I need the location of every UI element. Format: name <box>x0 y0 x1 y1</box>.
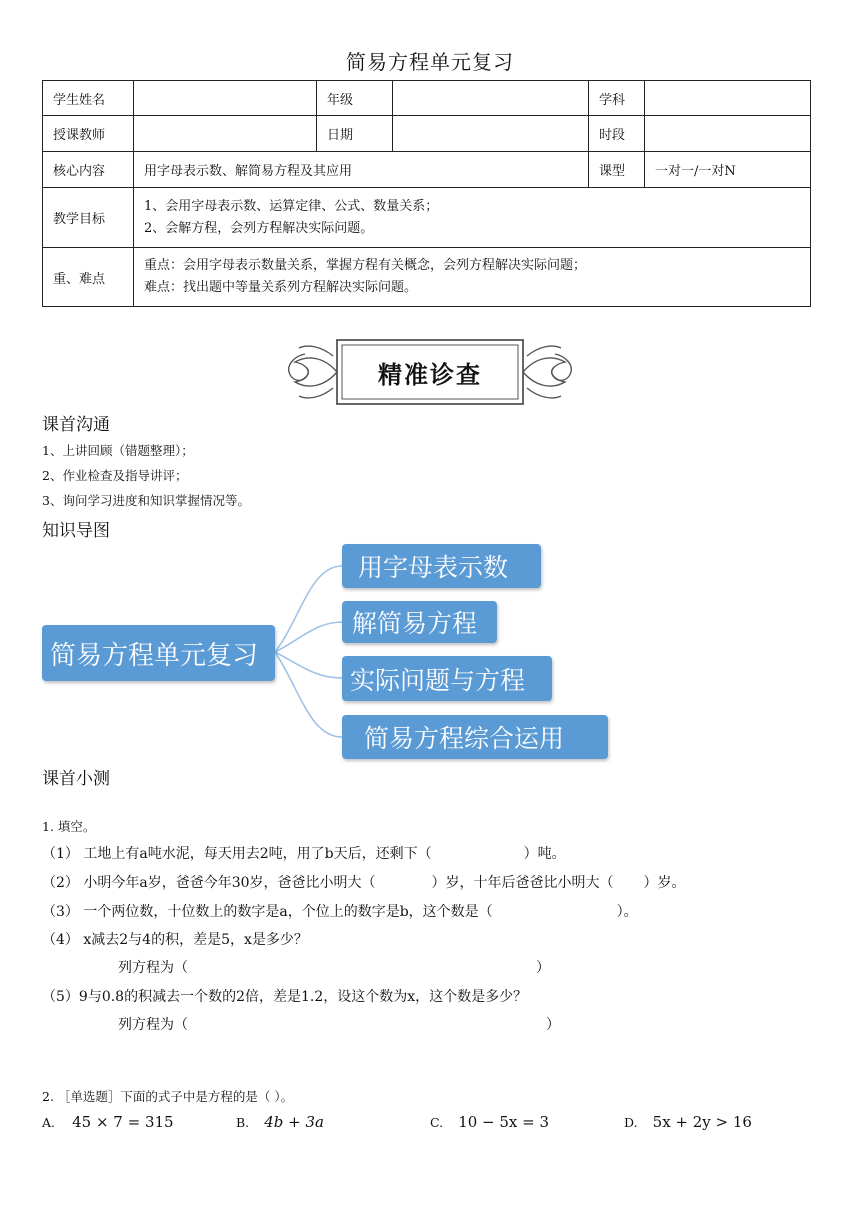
list-item: 2、作业检查及指导讲评； <box>42 468 188 483</box>
mind-map-branch: 实际问题与方程 <box>342 656 552 701</box>
question-1-part-1: （1） 工地上有a吨水泥，每天用去2吨，用了b天后，还剩下（ ）吨。 <box>42 846 566 862</box>
label-lesson-type: 课型 <box>589 152 645 188</box>
question-1-part-2: （2） 小明今年a岁，爸爸今年30岁，爸爸比小明大（ ）岁，十年后爸爸比小明大（ ）岁。 <box>42 875 686 891</box>
option-c[interactable] <box>430 1112 549 1131</box>
option-label: B. <box>236 1115 250 1130</box>
option-label: D. <box>624 1115 638 1130</box>
option-label: A. <box>42 1115 56 1130</box>
option-d[interactable] <box>624 1112 752 1131</box>
option-expression: 5x + 2y > 16 <box>652 1113 752 1131</box>
section-heading-communication: 课首沟通 <box>42 415 110 435</box>
question-2-title: 2. ［单选题］下面的式子中是方程的是（ ）。 <box>42 1089 294 1104</box>
mind-map-branch: 解简易方程 <box>342 601 497 643</box>
question-1-title: 1. 填空。 <box>42 819 96 834</box>
section-heading-pre-test: 课首小测 <box>42 769 110 789</box>
equation-line-5: 列方程为（ ） <box>118 1017 560 1033</box>
mind-map-branch: 简易方程综合运用 <box>342 715 608 759</box>
key-point-line: 重点：会用字母表示数量关系，掌握方程有关概念，会列方程解决实际问题； <box>144 258 587 273</box>
mind-map-root: 简易方程单元复习 <box>42 625 275 681</box>
banner-title: 精准诊查 <box>378 360 482 389</box>
key-point-line: 难点：找出题中等量关系列方程解决实际问题。 <box>144 280 418 295</box>
label-key-points: 重、难点 <box>43 248 134 307</box>
label-time-slot: 时段 <box>589 116 645 152</box>
label-date: 日期 <box>317 116 393 152</box>
label-student-name: 学生姓名 <box>43 81 134 116</box>
label-core-content: 核心内容 <box>43 152 134 188</box>
question-1-part-4: （4） x减去2与4的积，差是5，x是多少？ <box>42 932 308 948</box>
value-core-content: 用字母表示数、解简易方程及其应用 <box>134 152 589 188</box>
option-label: C. <box>430 1115 444 1130</box>
list-item: 3、询问学习进度和知识掌握情况等。 <box>42 493 250 508</box>
option-expression: 10 − 5x = 3 <box>458 1113 550 1131</box>
option-a[interactable] <box>42 1112 174 1131</box>
label-teacher: 授课教师 <box>43 116 134 152</box>
option-expression: 45 × 7 = 315 <box>72 1113 174 1131</box>
label-grade: 年级 <box>317 81 393 116</box>
page-title: 简易方程单元复习 <box>346 50 514 74</box>
question-1-part-3: （3） 一个两位数，十位数上的数字是a，个位上的数字是b，这个数是（ ）。 <box>42 904 638 920</box>
label-teaching-goal: 教学目标 <box>43 188 134 248</box>
label-subject: 学科 <box>589 81 645 116</box>
goal-line: 2、会解方程，会列方程解决实际问题。 <box>144 220 374 236</box>
equation-line-4: 列方程为（ ） <box>118 960 550 976</box>
option-expression: 4b + 3a <box>264 1113 325 1131</box>
question-1-part-5: （5）9与0.8的积减去一个数的2倍，差是1.2，设这个数为x，这个数是多少？ <box>42 989 528 1005</box>
value-lesson-type: 一对一/一对N <box>645 152 811 188</box>
mind-map-branch: 用字母表示数 <box>342 544 541 588</box>
list-item: 1、上讲回顾（错题整理）； <box>42 443 194 458</box>
section-heading-mind-map: 知识导图 <box>42 521 110 541</box>
option-b[interactable] <box>236 1112 324 1131</box>
goal-line: 1、会用字母表示数、运算定律、公式、数量关系； <box>144 198 439 214</box>
